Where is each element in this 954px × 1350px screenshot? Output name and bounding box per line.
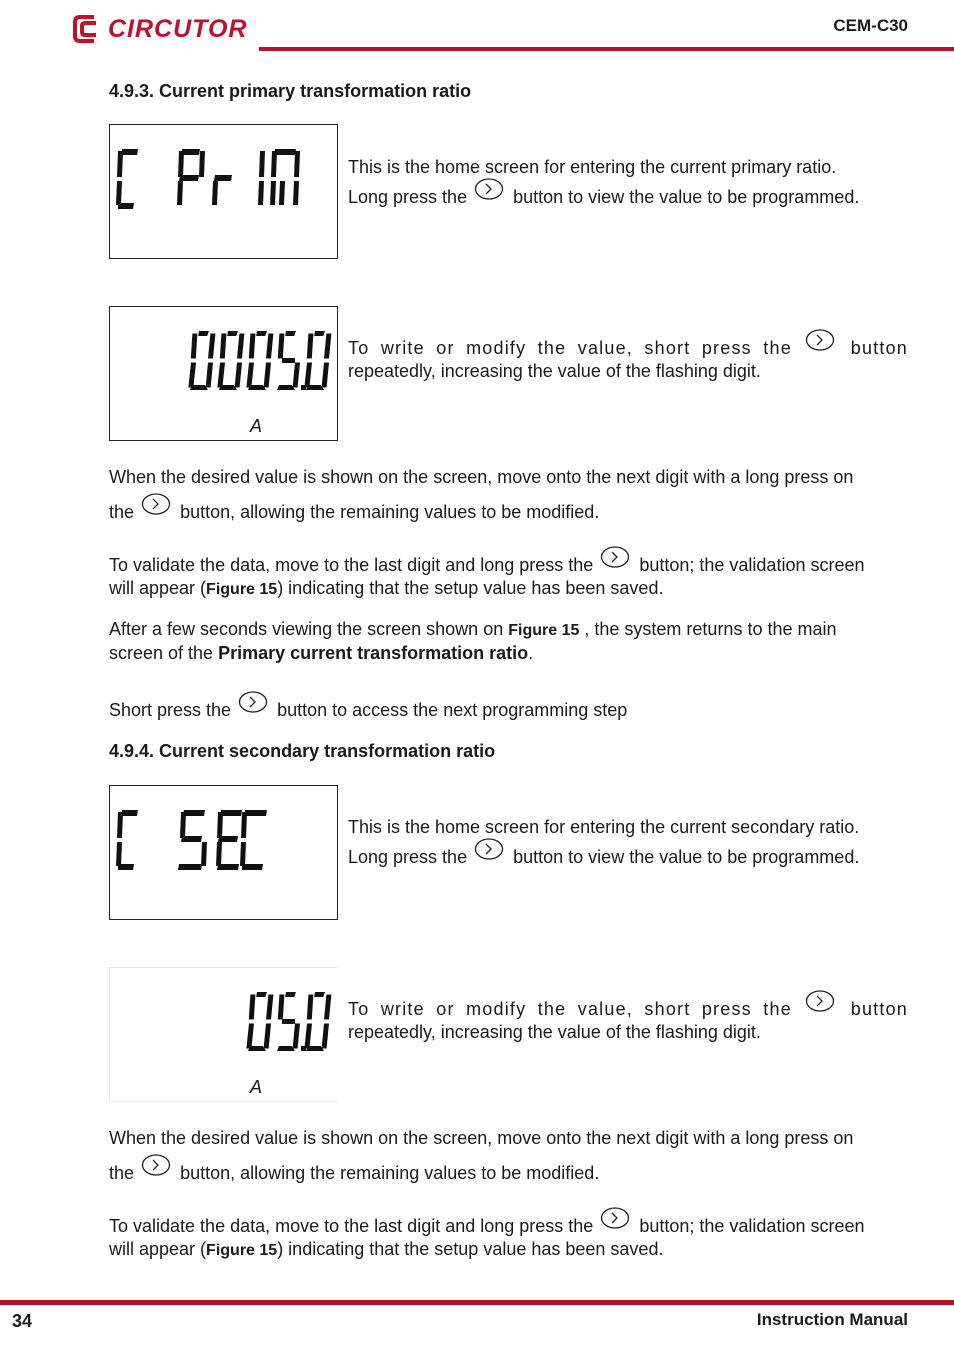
secondary-validate-para xyxy=(109,1212,909,1259)
lcd-display-cprin xyxy=(110,125,339,260)
lcd-segment xyxy=(206,363,213,388)
header-rule xyxy=(259,47,954,51)
lcd-segment xyxy=(278,334,285,359)
lcd-segment xyxy=(278,995,285,1020)
lcd-segment xyxy=(304,1024,312,1049)
page-number: 34 xyxy=(12,1311,33,1331)
lcd-digit xyxy=(188,331,215,390)
figure-reference: Figure 15 xyxy=(508,622,580,639)
lcd-screen-secondary-value xyxy=(109,967,338,1102)
secondary-next-digit-para xyxy=(109,1129,909,1182)
lcd-segment xyxy=(235,363,242,388)
lcd-segment xyxy=(307,995,314,1020)
lcd-digit xyxy=(246,992,273,1051)
para-line: the button, allowing the remaining values to be modified. xyxy=(109,1159,909,1182)
lcd-segment xyxy=(249,995,256,1020)
lcd-segment xyxy=(246,363,254,388)
lcd-segment xyxy=(264,363,271,388)
lcd-segment xyxy=(314,992,325,997)
right-arrow-button-icon xyxy=(600,551,628,573)
lcd-segment xyxy=(322,363,329,388)
lcd-segment xyxy=(191,334,198,359)
primary-modify-line1: To write or modify the value, short press the button xyxy=(348,334,908,359)
lcd-segment xyxy=(324,995,331,1020)
secondary-intro-line1: This is the home screen for entering the current secondary ratio. xyxy=(348,817,860,837)
lcd-segment xyxy=(314,331,325,336)
lcd-display-secondary-value xyxy=(110,968,339,1103)
lcd-segment xyxy=(282,358,295,363)
brand-name: CIRCUTOR xyxy=(108,14,248,43)
figure-reference: Figure 15 xyxy=(206,581,278,598)
primary-next-digit-para xyxy=(109,468,909,521)
lcd-segment xyxy=(322,1024,329,1049)
primary-ratio-emphasis: Primary current transformation ratio xyxy=(218,643,529,663)
primary-validate-para xyxy=(109,551,909,598)
lcd-segment xyxy=(208,334,215,359)
lcd-digit xyxy=(246,331,273,390)
para-line: To validate the data, move to the last digit and long press the button; the validation screen xyxy=(109,1212,909,1235)
lcd-screen-csec xyxy=(109,785,338,920)
primary-intro-line2: Long press the button to view the value to be programmed. xyxy=(348,182,908,212)
primary-modify-text xyxy=(348,334,908,382)
lcd-segment xyxy=(285,992,296,997)
lcd-display-csec xyxy=(110,786,339,921)
lcd-unit-label: A xyxy=(250,416,263,436)
lcd-digit xyxy=(304,992,331,1051)
model-code: CEM-C30 xyxy=(833,16,908,35)
section-heading-primary: 4.9.3. Current primary transformation ratio xyxy=(109,81,472,101)
right-arrow-button-icon xyxy=(474,843,502,865)
lcd-digit xyxy=(304,331,331,390)
figure-reference: Figure 15 xyxy=(206,1242,278,1259)
primary-intro-line1: This is the home screen for entering the current primary ratio. xyxy=(348,157,837,177)
manual-title: Instruction Manual xyxy=(756,1310,908,1329)
secondary-modify-line2: repeatedly, increasing the value of the flashing digit. xyxy=(348,1022,761,1042)
para-line: screen of the Primary current transformation ratio. xyxy=(109,643,534,663)
lcd-segment xyxy=(198,331,209,336)
lcd-segment xyxy=(217,363,225,388)
lcd-segment xyxy=(256,992,267,997)
lcd-segment xyxy=(256,331,267,336)
right-arrow-button-icon xyxy=(600,1212,628,1234)
lcd-segment xyxy=(277,1046,295,1051)
para-line: the button, allowing the remaining values to be modified. xyxy=(109,498,909,521)
lcd-segment xyxy=(282,1019,295,1024)
secondary-intro-line2: Long press the button to view the value to be programmed. xyxy=(348,842,908,872)
lcd-segment xyxy=(266,995,273,1020)
lcd-segment xyxy=(264,1024,271,1049)
primary-intro-text xyxy=(348,152,908,212)
lcd-digit xyxy=(277,331,306,390)
lcd-digit xyxy=(277,992,306,1051)
lcd-segment xyxy=(293,363,300,388)
lcd-segment xyxy=(285,331,296,336)
para-line: To validate the data, move to the last digit and long press the button; the validation screen xyxy=(109,551,909,574)
right-arrow-button-icon xyxy=(805,334,833,356)
para-line: When the desired value is shown on the screen, move onto the next digit with a long press on xyxy=(109,1128,854,1148)
primary-next-step-para: Short press the button to access the next programming step xyxy=(109,696,909,719)
lcd-segment xyxy=(266,334,273,359)
lcd-segment xyxy=(277,385,295,390)
lcd-segment xyxy=(237,334,244,359)
circutor-logo xyxy=(72,12,247,46)
footer-rule xyxy=(0,1300,954,1305)
para-line: When the desired value is shown on the screen, move onto the next digit with a long press on xyxy=(109,467,854,487)
lcd-segment xyxy=(246,1024,254,1049)
secondary-modify-line1: To write or modify the value, short press the button xyxy=(348,995,908,1020)
lcd-segment xyxy=(220,334,227,359)
right-arrow-button-icon xyxy=(141,1159,169,1181)
right-arrow-button-icon xyxy=(238,696,266,718)
lcd-segment xyxy=(188,363,196,388)
right-arrow-button-icon xyxy=(474,183,502,205)
primary-modify-line2: repeatedly, increasing the value of the flashing digit. xyxy=(348,361,761,381)
secondary-intro-text xyxy=(348,812,908,872)
lcd-screen-primary-value xyxy=(109,306,338,441)
primary-return-para xyxy=(109,620,909,662)
lcd-digit xyxy=(217,331,244,390)
secondary-modify-text xyxy=(348,995,908,1043)
lcd-segment xyxy=(227,331,238,336)
lcd-unit-label: A xyxy=(250,1077,263,1097)
para-line: will appear (Figure 15) indicating that the setup value has been saved. xyxy=(109,1239,664,1259)
lcd-display-primary-value xyxy=(110,307,339,442)
lcd-segment xyxy=(304,363,312,388)
lcd-segment xyxy=(307,334,314,359)
lcd-segment xyxy=(249,334,256,359)
circutor-logo-icon xyxy=(72,13,102,45)
right-arrow-button-icon xyxy=(141,498,169,520)
para-line: will appear (Figure 15) indicating that the setup value has been saved. xyxy=(109,578,664,598)
para-line: After a few seconds viewing the screen shown on Figure 15 , the system returns to the main xyxy=(109,619,837,639)
lcd-screen-cprin xyxy=(109,124,338,259)
lcd-segment xyxy=(324,334,331,359)
right-arrow-button-icon xyxy=(805,995,833,1017)
section-heading-secondary: 4.9.4. Current secondary transformation ratio xyxy=(109,741,496,761)
lcd-segment xyxy=(293,1024,300,1049)
